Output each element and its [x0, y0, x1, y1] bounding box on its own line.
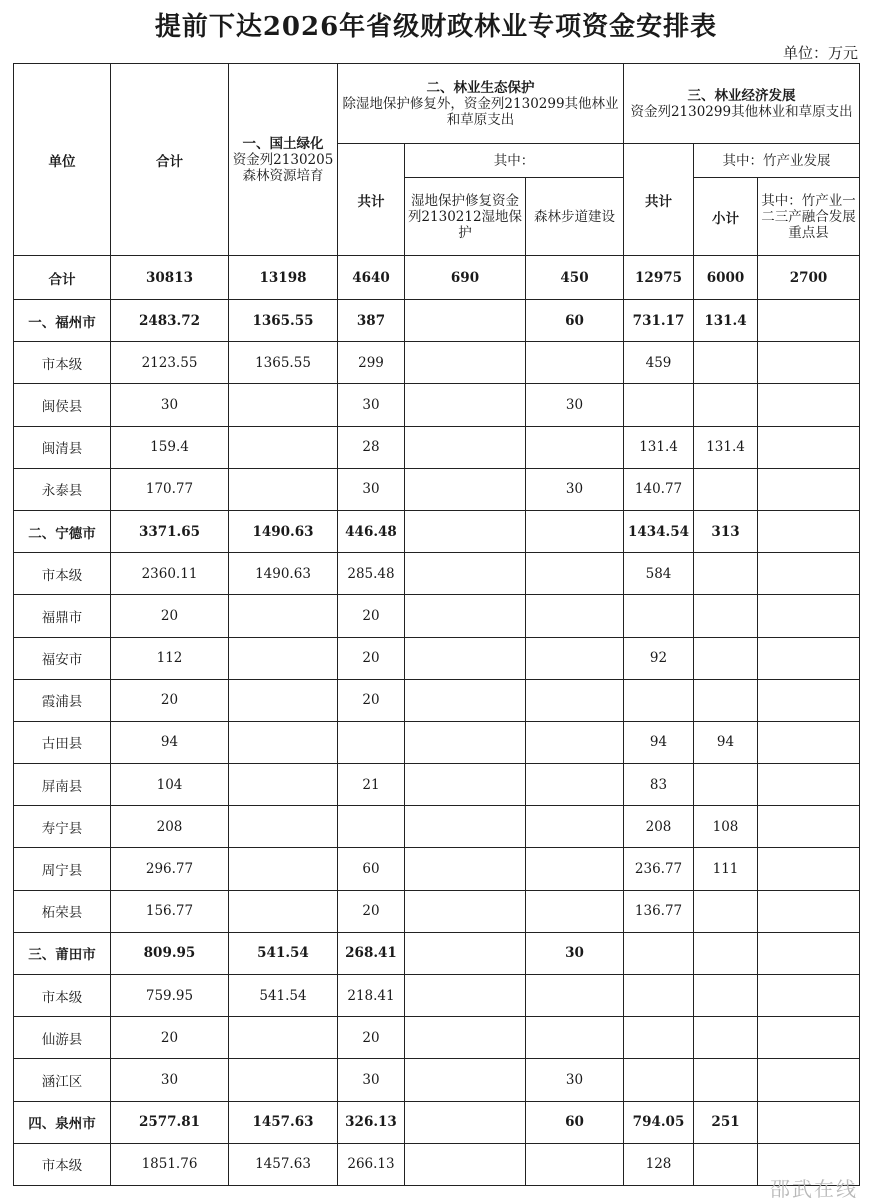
g3-total-cell: 92 — [624, 637, 694, 679]
g2-wetland-cell — [405, 637, 526, 679]
group3-subtitle: 资金列2130299其他林业和草原支出 — [630, 103, 853, 120]
header-g3-xiaoji: 小计 — [694, 178, 758, 256]
g3-sub-cell: 108 — [694, 806, 758, 848]
g2-total-cell: 20 — [338, 637, 405, 679]
g3-sub-cell — [694, 468, 758, 510]
g2-trail-cell: 450 — [526, 256, 624, 300]
g2-trail-cell — [526, 679, 624, 721]
g2-total-cell: 326.13 — [338, 1101, 405, 1143]
g2-trail-cell — [526, 595, 624, 637]
g2-total-cell: 30 — [338, 384, 405, 426]
g3-key-cell — [758, 932, 860, 974]
unit-name-cell: 屏南县 — [14, 764, 111, 806]
unit-name-cell: 合计 — [14, 256, 111, 300]
g1-cell — [229, 806, 338, 848]
g3-sub-cell: 313 — [694, 510, 758, 552]
g2-trail-cell — [526, 553, 624, 595]
heji-cell: 20 — [111, 595, 229, 637]
g3-sub-cell: 131.4 — [694, 300, 758, 342]
heji-cell: 112 — [111, 637, 229, 679]
g3-sub-cell — [694, 384, 758, 426]
g2-wetland-cell — [405, 1017, 526, 1059]
g2-wetland-cell — [405, 1059, 526, 1101]
unit-name-cell: 市本级 — [14, 342, 111, 384]
g1-cell — [229, 426, 338, 468]
heji-cell: 20 — [111, 679, 229, 721]
g3-key-cell — [758, 721, 860, 763]
g3-total-cell: 140.77 — [624, 468, 694, 510]
unit-name-cell: 永泰县 — [14, 468, 111, 510]
table-row — [14, 468, 860, 510]
g2-total-cell: 30 — [338, 468, 405, 510]
g3-total-cell: 584 — [624, 553, 694, 595]
g1-cell — [229, 721, 338, 763]
allocation-table — [13, 63, 860, 1186]
g3-key-cell — [758, 1017, 860, 1059]
g3-key-cell — [758, 300, 860, 342]
g1-cell — [229, 890, 338, 932]
header-g2-trail: 森林步道建设 — [526, 178, 624, 256]
g1-cell: 1365.55 — [229, 342, 338, 384]
unit-name-cell: 涵江区 — [14, 1059, 111, 1101]
g1-cell — [229, 848, 338, 890]
unit-name-cell: 市本级 — [14, 553, 111, 595]
g3-total-cell: 208 — [624, 806, 694, 848]
g3-key-cell — [758, 806, 860, 848]
g2-total-cell: 299 — [338, 342, 405, 384]
heji-cell: 30 — [111, 384, 229, 426]
unit-name-cell: 二、宁德市 — [14, 510, 111, 552]
heji-cell: 170.77 — [111, 468, 229, 510]
g2-trail-cell — [526, 764, 624, 806]
g3-total-cell: 136.77 — [624, 890, 694, 932]
table-row — [14, 300, 860, 342]
g2-wetland-cell — [405, 510, 526, 552]
g1-cell — [229, 679, 338, 721]
table-row — [14, 342, 860, 384]
watermark-text: 邵武在线 — [770, 1177, 858, 1201]
unit-name-cell: 市本级 — [14, 1143, 111, 1185]
table-row — [14, 595, 860, 637]
g1-cell: 1490.63 — [229, 510, 338, 552]
g2-trail-cell — [526, 721, 624, 763]
g3-key-cell — [758, 679, 860, 721]
g2-total-cell: 4640 — [338, 256, 405, 300]
g2-trail-cell — [526, 1143, 624, 1185]
g2-wetland-cell — [405, 595, 526, 637]
g2-total-cell: 20 — [338, 595, 405, 637]
table-row — [14, 721, 860, 763]
g2-total-cell: 20 — [338, 1017, 405, 1059]
g2-trail-cell — [526, 637, 624, 679]
table-row — [14, 806, 860, 848]
g2-wetland-cell — [405, 342, 526, 384]
unit-name-cell: 霞浦县 — [14, 679, 111, 721]
g3-sub-cell — [694, 595, 758, 637]
g3-sub-cell: 251 — [694, 1101, 758, 1143]
g1-cell — [229, 468, 338, 510]
unit-name-cell: 福安市 — [14, 637, 111, 679]
g2-total-cell — [338, 721, 405, 763]
heji-cell: 20 — [111, 1017, 229, 1059]
g2-total-cell: 266.13 — [338, 1143, 405, 1185]
header-heji: 合计 — [111, 64, 229, 256]
heji-cell: 94 — [111, 721, 229, 763]
g1-cell: 1457.63 — [229, 1143, 338, 1185]
g3-key-cell: 2700 — [758, 256, 860, 300]
g3-total-cell: 131.4 — [624, 426, 694, 468]
group2-subtitle: 除湿地保护修复外，资金列2130299其他林业和草原支出 — [342, 95, 619, 128]
g3-sub-cell: 94 — [694, 721, 758, 763]
g2-trail-cell — [526, 975, 624, 1017]
g2-total-cell: 387 — [338, 300, 405, 342]
heji-cell: 2577.81 — [111, 1101, 229, 1143]
g3-total-cell: 128 — [624, 1143, 694, 1185]
g1-cell: 1457.63 — [229, 1101, 338, 1143]
g2-trail-cell: 30 — [526, 468, 624, 510]
g2-total-cell: 60 — [338, 848, 405, 890]
g3-key-cell — [758, 764, 860, 806]
table-row — [14, 1101, 860, 1143]
g3-key-cell — [758, 468, 860, 510]
table-row — [14, 256, 860, 300]
heji-cell: 156.77 — [111, 890, 229, 932]
table-row — [14, 510, 860, 552]
g2-total-cell: 268.41 — [338, 932, 405, 974]
table-row — [14, 848, 860, 890]
heji-cell: 104 — [111, 764, 229, 806]
g2-total-cell: 28 — [338, 426, 405, 468]
g3-total-cell: 12975 — [624, 256, 694, 300]
group1-subtitle: 资金列2130205森林资源培育 — [232, 151, 334, 184]
g1-cell: 1490.63 — [229, 553, 338, 595]
header-g3-key-county: 其中：竹产业一二三产融合发展重点县 — [758, 178, 860, 256]
heji-cell: 3371.65 — [111, 510, 229, 552]
header-g2-wetland: 湿地保护修复资金列2130212湿地保护 — [405, 178, 526, 256]
g3-key-cell — [758, 975, 860, 1017]
g2-total-cell — [338, 806, 405, 848]
g3-key-cell — [758, 553, 860, 595]
g2-trail-cell: 30 — [526, 384, 624, 426]
table-row — [14, 764, 860, 806]
g3-sub-cell: 111 — [694, 848, 758, 890]
g1-cell — [229, 1059, 338, 1101]
g3-total-cell: 1434.54 — [624, 510, 694, 552]
header-danwei: 单位 — [14, 64, 111, 256]
g3-sub-cell — [694, 1017, 758, 1059]
unit-name-cell: 福鼎市 — [14, 595, 111, 637]
header-group3 — [624, 64, 860, 144]
heji-cell: 30813 — [111, 256, 229, 300]
header-g3-qizhong: 其中：竹产业发展 — [694, 144, 860, 178]
unit-name-cell: 仙游县 — [14, 1017, 111, 1059]
g2-wetland-cell — [405, 679, 526, 721]
g1-cell — [229, 637, 338, 679]
heji-cell: 296.77 — [111, 848, 229, 890]
g2-trail-cell — [526, 342, 624, 384]
g2-wetland-cell — [405, 1101, 526, 1143]
g2-wetland-cell — [405, 426, 526, 468]
g2-wetland-cell — [405, 932, 526, 974]
g3-total-cell — [624, 975, 694, 1017]
g2-total-cell: 446.48 — [338, 510, 405, 552]
g3-key-cell — [758, 342, 860, 384]
g3-total-cell: 459 — [624, 342, 694, 384]
g1-cell: 541.54 — [229, 932, 338, 974]
g3-key-cell — [758, 595, 860, 637]
table-row — [14, 553, 860, 595]
g2-trail-cell: 60 — [526, 1101, 624, 1143]
unit-name-cell: 柘荣县 — [14, 890, 111, 932]
g3-sub-cell: 131.4 — [694, 426, 758, 468]
g3-sub-cell — [694, 932, 758, 974]
g3-key-cell — [758, 510, 860, 552]
table-row — [14, 384, 860, 426]
g2-total-cell: 285.48 — [338, 553, 405, 595]
g2-total-cell: 30 — [338, 1059, 405, 1101]
g3-key-cell — [758, 1059, 860, 1101]
g2-total-cell: 21 — [338, 764, 405, 806]
g2-wetland-cell — [405, 721, 526, 763]
group2-title: 二、林业生态保护 — [426, 79, 535, 96]
g3-key-cell — [758, 1101, 860, 1143]
group1-title: 一、国土绿化 — [242, 135, 324, 152]
table-row — [14, 1143, 860, 1185]
g3-sub-cell — [694, 975, 758, 1017]
g2-trail-cell — [526, 806, 624, 848]
heji-cell: 2360.11 — [111, 553, 229, 595]
g3-total-cell — [624, 595, 694, 637]
g2-trail-cell — [526, 890, 624, 932]
g3-total-cell: 94 — [624, 721, 694, 763]
g2-total-cell: 218.41 — [338, 975, 405, 1017]
page-title: 提前下达2026年省级财政林业专项资金安排表 — [154, 12, 718, 42]
g3-key-cell — [758, 426, 860, 468]
g1-cell: 1365.55 — [229, 300, 338, 342]
g1-cell — [229, 764, 338, 806]
header-g2-qizhong: 其中： — [405, 144, 624, 178]
group3-title: 三、林业经济发展 — [687, 87, 796, 104]
table-row — [14, 932, 860, 974]
table-row — [14, 426, 860, 468]
unit-name-cell: 闽清县 — [14, 426, 111, 468]
g2-total-cell: 20 — [338, 890, 405, 932]
g3-sub-cell — [694, 890, 758, 932]
g3-sub-cell — [694, 679, 758, 721]
unit-name-cell: 四、泉州市 — [14, 1101, 111, 1143]
g3-total-cell — [624, 932, 694, 974]
g2-wetland-cell — [405, 1143, 526, 1185]
g1-cell — [229, 384, 338, 426]
table-row — [14, 1059, 860, 1101]
g2-wetland-cell — [405, 553, 526, 595]
header-group2 — [338, 64, 624, 144]
g3-sub-cell: 6000 — [694, 256, 758, 300]
g3-sub-cell — [694, 342, 758, 384]
g2-trail-cell — [526, 848, 624, 890]
g3-sub-cell — [694, 637, 758, 679]
g3-total-cell — [624, 679, 694, 721]
g3-total-cell: 731.17 — [624, 300, 694, 342]
unit-name-cell: 闽侯县 — [14, 384, 111, 426]
g3-sub-cell — [694, 553, 758, 595]
g2-trail-cell: 30 — [526, 932, 624, 974]
g1-cell — [229, 595, 338, 637]
g1-cell: 13198 — [229, 256, 338, 300]
g3-key-cell — [758, 848, 860, 890]
g2-wetland-cell — [405, 300, 526, 342]
g2-trail-cell — [526, 1017, 624, 1059]
header-g3-gongji: 共计 — [624, 144, 694, 256]
header-group1 — [229, 64, 338, 256]
g2-trail-cell — [526, 510, 624, 552]
g2-wetland-cell — [405, 468, 526, 510]
g3-key-cell — [758, 637, 860, 679]
table-row — [14, 890, 860, 932]
heji-cell: 208 — [111, 806, 229, 848]
g3-total-cell: 794.05 — [624, 1101, 694, 1143]
unit-name-cell: 一、福州市 — [14, 300, 111, 342]
g3-sub-cell — [694, 1143, 758, 1185]
g2-wetland-cell — [405, 384, 526, 426]
g3-total-cell — [624, 1017, 694, 1059]
g1-cell: 541.54 — [229, 975, 338, 1017]
g2-wetland-cell — [405, 806, 526, 848]
g2-trail-cell — [526, 426, 624, 468]
heji-cell: 759.95 — [111, 975, 229, 1017]
heji-cell: 2123.55 — [111, 342, 229, 384]
g1-cell — [229, 1017, 338, 1059]
unit-name-cell: 三、莆田市 — [14, 932, 111, 974]
heji-cell: 30 — [111, 1059, 229, 1101]
table-row — [14, 679, 860, 721]
unit-label: 单位：万元 — [782, 44, 858, 62]
g2-wetland-cell — [405, 764, 526, 806]
heji-cell: 159.4 — [111, 426, 229, 468]
table-row — [14, 1017, 860, 1059]
g2-trail-cell: 30 — [526, 1059, 624, 1101]
g3-total-cell — [624, 384, 694, 426]
g3-sub-cell — [694, 1059, 758, 1101]
g3-sub-cell — [694, 764, 758, 806]
unit-name-cell: 寿宁县 — [14, 806, 111, 848]
g2-wetland-cell — [405, 890, 526, 932]
g3-total-cell: 83 — [624, 764, 694, 806]
heji-cell: 2483.72 — [111, 300, 229, 342]
g2-wetland-cell — [405, 975, 526, 1017]
header-g2-gongji: 共计 — [338, 144, 405, 256]
g2-total-cell: 20 — [338, 679, 405, 721]
g2-wetland-cell: 690 — [405, 256, 526, 300]
g3-total-cell: 236.77 — [624, 848, 694, 890]
unit-name-cell: 市本级 — [14, 975, 111, 1017]
heji-cell: 1851.76 — [111, 1143, 229, 1185]
g2-trail-cell: 60 — [526, 300, 624, 342]
heji-cell: 809.95 — [111, 932, 229, 974]
unit-name-cell: 周宁县 — [14, 848, 111, 890]
g2-wetland-cell — [405, 848, 526, 890]
g3-total-cell — [624, 1059, 694, 1101]
g3-key-cell — [758, 890, 860, 932]
g3-key-cell — [758, 384, 860, 426]
table-row — [14, 637, 860, 679]
table-row — [14, 975, 860, 1017]
unit-name-cell: 古田县 — [14, 721, 111, 763]
